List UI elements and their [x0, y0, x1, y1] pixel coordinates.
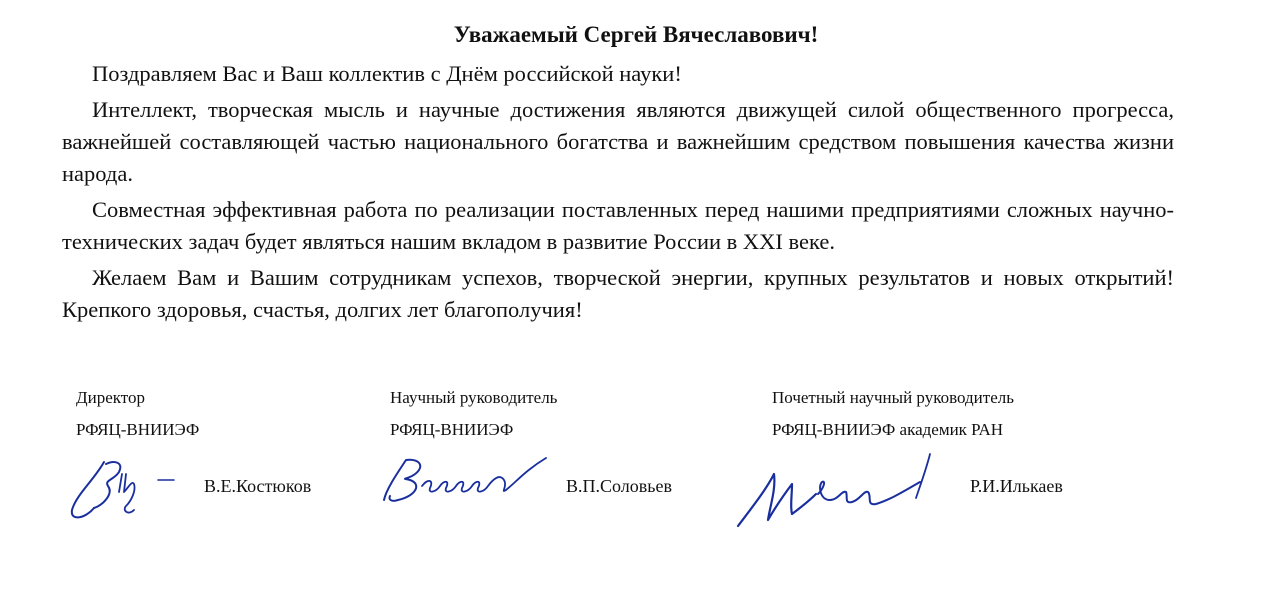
signatory-title: Директор	[76, 388, 145, 407]
signature-kostyukov	[64, 450, 184, 530]
signature-solovyev	[376, 450, 556, 510]
signatory-name: В.Е.Костюков	[204, 476, 312, 496]
signatory-org: РФЯЦ-ВНИИЭФ	[76, 420, 200, 439]
signatory-scientific-director	[390, 382, 557, 446]
paragraph-wishes: Желаем Вам и Вашим сотрудникам успехов, творческой энергии, крупных результатов и новых открытий! Крепкого здоровья, счастья, долгих лет благополучия!	[62, 265, 1174, 322]
signatory-director	[76, 382, 199, 446]
paragraph-cooperation: Совместная эффективная работа по реализации поставленных перед нашими предприятиями сложных научно-технических задач будет являться нашим вкладом в развитие России в XXI веке.	[62, 197, 1174, 254]
signatory-title: Почетный научный руководитель	[772, 388, 1014, 407]
signatory-name: В.П.Соловьев	[566, 476, 672, 496]
paragraph-congratulation: Поздравляем Вас и Ваш коллектив с Днём российской науки!	[92, 61, 682, 86]
signatory-org: РФЯЦ-ВНИИЭФ академик РАН	[772, 420, 1004, 439]
letter-body	[62, 58, 1174, 330]
paragraph-intellect: Интеллект, творческая мысль и научные достижения являются движущей силой общественного прогресса, важнейшей составляющей частью национального богатства и важнейшим средством повышения качества жизни народа.	[62, 97, 1174, 186]
signatory-title: Научный руководитель	[390, 388, 558, 407]
signatory-name: Р.И.Илькаев	[970, 476, 1063, 496]
signatory-honorary-director	[772, 382, 1014, 446]
greeting: Уважаемый Сергей Вячеславович!	[453, 22, 819, 47]
signatory-org: РФЯЦ-ВНИИЭФ	[390, 420, 514, 439]
signature-ilkaev	[730, 450, 940, 532]
